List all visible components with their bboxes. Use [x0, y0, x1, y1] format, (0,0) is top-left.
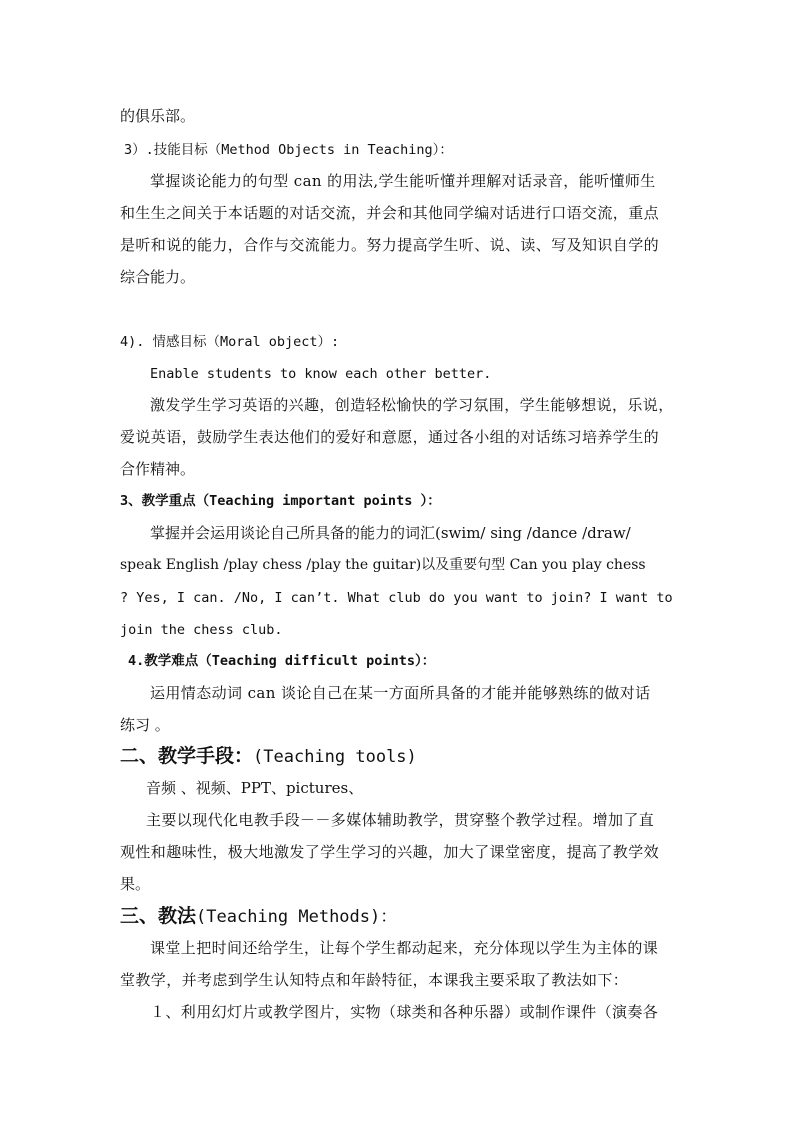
text-line: speak English /play chess /play the guitar)以及重要句型 Can you play chess: [120, 557, 646, 573]
text-line: ? Yes, I can. /No, I can’t. What club do you want to join? I want to: [120, 590, 673, 606]
text-line: 是听和说的能力，合作与交流能力。努力提高学生听、说、读、写及知识自学的: [120, 236, 660, 254]
heading-teaching-tools: [120, 744, 417, 769]
section-heading-moral-object: 4). 情感目标（Moral object）:: [120, 334, 340, 350]
section-heading-skill-objectives: 3）.技能目标（Method Objects in Teaching）：: [124, 142, 453, 158]
text-line: join the chess club.: [120, 622, 283, 638]
heading-en: (Teaching Methods)：: [196, 907, 398, 927]
text-line: 课堂上把时间还给学生，让每个学生都动起来，充分体现以学生为主体的课: [150, 939, 659, 957]
text-line: 果。: [120, 875, 151, 893]
text-line: 合作精神。: [120, 460, 196, 478]
heading-teaching-methods: [120, 904, 397, 929]
text-line: 观性和趣味性，极大地激发了学生学习的兴趣，加大了课堂密度，提高了教学效: [120, 843, 660, 861]
text-line: 堂教学，并考虑到学生认知特点和年龄特征，本课我主要采取了教法如下：: [120, 971, 629, 989]
text-line: 音频 、视频、PPT、pictures、: [146, 779, 364, 797]
text-line: 激发学生学习英语的兴趣，创造轻松愉快的学习氛围，学生能够想说，乐说，: [150, 396, 674, 414]
section-heading-important-points: 3、教学重点（Teaching important points ）：: [120, 493, 441, 509]
text-line: 练习 。: [120, 716, 170, 734]
text-line: 主要以现代化电教手段－－多媒体辅助教学，贯穿整个教学过程。增加了直: [146, 811, 655, 829]
heading-en: (Teaching tools): [253, 747, 417, 767]
text-line: 和生生之间关于本话题的对话交流，并会和其他同学编对话进行口语交流，重点: [120, 204, 660, 222]
text-line: 运用情态动词 can 谈论自己在某一方面所具备的才能并能够熟练的做对话: [150, 684, 651, 702]
section-heading-difficult-points: 4.教学难点（Teaching difficult points）：: [128, 653, 436, 669]
text-line: Enable students to know each other better.: [150, 366, 492, 382]
text-line: 掌握并会运用谈论自己所具备的能力的词汇(swim/ sing /dance /draw/: [150, 524, 631, 542]
text-line: 爱说英语，鼓励学生表达他们的爱好和意愿，通过各小组的对话练习培养学生的: [120, 428, 660, 446]
text-line: 掌握谈论能力的句型 can 的用法,学生能听懂并理解对话录音，能听懂师生: [150, 172, 656, 190]
text-line: １、利用幻灯片或教学图片，实物（球类和各种乐器）或制作课件（演奏各: [150, 1003, 659, 1021]
heading-zh: 二、教学手段：: [120, 745, 254, 767]
text-line: 综合能力。: [120, 268, 196, 286]
heading-zh: 三、教法: [120, 905, 197, 927]
text-line: 的俱乐部。: [120, 107, 196, 125]
